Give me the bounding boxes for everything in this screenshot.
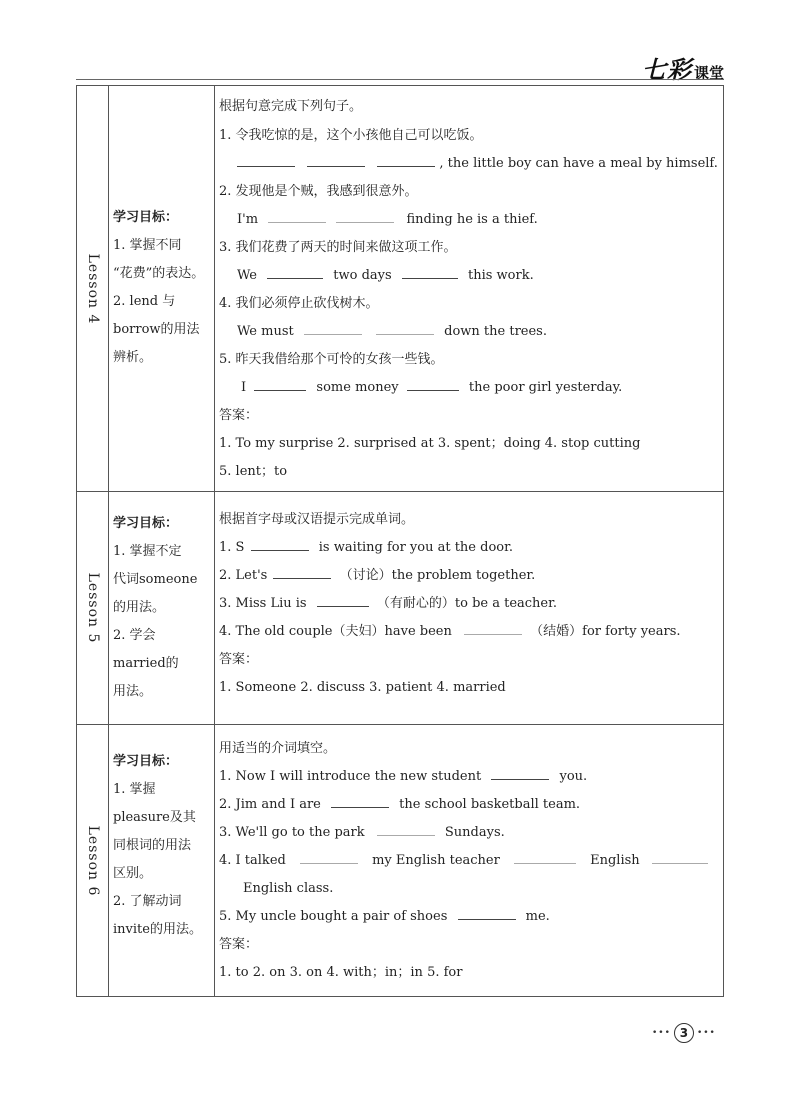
sentence-text: the poor girl yesterday. — [468, 380, 623, 395]
question-4: 4. 我们必须停止砍伐树木。 — [219, 296, 379, 311]
goal-title: 学习目标： — [113, 516, 179, 531]
question-1-answer-line — [237, 154, 718, 174]
answer-label: 答案： — [219, 937, 259, 952]
dots-left: ••• — [652, 1028, 671, 1038]
goal-line: pleasure及其 — [113, 810, 196, 825]
sentence-text: two days — [333, 268, 392, 283]
sentence-text: We — [237, 268, 257, 283]
sentence-text: 4. The old couple（夫妇）have been — [219, 624, 452, 639]
instruction: 根据首字母或汉语提示完成单词。 — [219, 512, 415, 527]
sentence-text: Sundays. — [444, 825, 505, 840]
lesson-4-goal-cell — [109, 86, 215, 491]
lesson-4-row — [77, 86, 723, 492]
goal-line: 区别。 — [113, 866, 153, 881]
lesson-5-label-cell — [77, 492, 109, 724]
sentence-text: , the little boy can have a meal by himself. — [439, 156, 718, 171]
instruction: 根据句意完成下列句子。 — [219, 99, 363, 114]
answer-blank[interactable] — [336, 221, 394, 223]
sentence-text: 3. We'll go to the park — [219, 825, 365, 840]
question-3: 3. 我们花费了两天的时间来做这项工作。 — [219, 240, 457, 255]
goal-line: 代词someone — [113, 572, 198, 587]
sentence-text: （有耐心的）to be a teacher. — [376, 596, 558, 611]
lesson-6-goal-cell — [109, 725, 215, 996]
goal-line: 2. lend 与 — [113, 294, 176, 309]
sentence-text: 3. Miss Liu is — [219, 596, 307, 611]
answer-blank[interactable] — [267, 277, 323, 279]
goal-line: 同根词的用法 — [113, 838, 192, 853]
lesson-6-content — [215, 725, 723, 996]
answer-blank[interactable] — [304, 333, 362, 335]
sentence-text: 4. I talked — [219, 853, 286, 868]
page-number-circle: 3 — [674, 1023, 694, 1043]
answer-blank[interactable] — [331, 806, 389, 808]
dots-right: ••• — [696, 1028, 716, 1038]
goal-line: 1. 掌握 — [113, 782, 156, 797]
sentence-text: is waiting for you at the door. — [318, 540, 514, 555]
answer-blank[interactable] — [376, 333, 434, 335]
answer-blank[interactable] — [300, 862, 358, 864]
answer-blank[interactable] — [273, 577, 331, 579]
question-2: 2. 发现他是个贼，我感到很意外。 — [219, 184, 418, 199]
sentence-text: We must — [237, 324, 294, 339]
sentence-text: this work. — [467, 268, 534, 283]
answer-blank[interactable] — [514, 862, 576, 864]
answer-blank[interactable] — [251, 549, 309, 551]
sentence-text: 2. Jim and I are — [219, 797, 321, 812]
question-5: 5. 昨天我借给那个可怜的女孩一些钱。 — [219, 352, 444, 367]
sentence-text: some money — [316, 380, 399, 395]
goal-title: 学习目标： — [113, 210, 179, 225]
lesson-5-goals — [113, 510, 210, 706]
lesson-5-content — [215, 492, 723, 724]
sentence-text: 1. Now I will introduce the new student — [219, 769, 482, 784]
lesson-table — [76, 85, 724, 997]
question-1-line — [219, 538, 513, 558]
answer-blank[interactable] — [407, 389, 459, 391]
answer-blank[interactable] — [268, 221, 326, 223]
question-1: 1. 令我吃惊的是，这个小孩他自己可以吃饭。 — [219, 128, 483, 143]
question-2-line — [219, 566, 535, 586]
sentence-text: 1. S — [219, 540, 245, 555]
question-3-line — [219, 594, 557, 614]
goal-line: 2. 学会 — [113, 628, 156, 643]
answer-blank[interactable] — [307, 165, 365, 167]
question-4-answer-line — [237, 322, 547, 342]
sentence-text: 5. My uncle bought a pair of shoes — [219, 909, 448, 924]
lesson-4-label: Lesson 4 — [84, 253, 101, 324]
brand-subtitle: 课堂 — [693, 64, 724, 82]
lesson-5-goal-cell — [109, 492, 215, 724]
question-4-line — [219, 622, 681, 642]
sentence-text: （结婚）for forty years. — [530, 624, 681, 639]
question-2-line — [219, 795, 580, 815]
question-3-answer-line — [237, 266, 534, 286]
lesson-6-row — [77, 725, 723, 996]
lesson-6-label: Lesson 6 — [84, 825, 101, 896]
question-4-line — [219, 851, 708, 871]
answer-label: 答案： — [219, 408, 259, 423]
question-3-line — [219, 823, 505, 843]
sentence-text: down the trees. — [444, 324, 547, 339]
sentence-text: my English teacher — [372, 853, 500, 868]
goal-line: 1. 掌握不定 — [113, 544, 182, 559]
goal-line: 辨析。 — [113, 350, 153, 365]
sentence-text: 2. Let's — [219, 568, 268, 583]
answer-blank[interactable] — [237, 165, 295, 167]
question-2-answer-line — [237, 210, 538, 230]
lesson-6-goals — [113, 748, 210, 944]
goal-line: invite的用法。 — [113, 922, 202, 937]
goal-line: married的 — [113, 656, 179, 671]
question-5-line — [219, 907, 550, 927]
sentence-text: finding he is a thief. — [406, 212, 538, 227]
lesson-4-content — [215, 86, 723, 491]
lesson-6-label-cell — [77, 725, 109, 996]
sentence-text: （讨论）the problem together. — [339, 568, 536, 583]
answer-blank[interactable] — [491, 778, 549, 780]
goal-line: 用法。 — [113, 684, 153, 699]
answer-blank[interactable] — [458, 918, 516, 920]
answer-key: 1. Someone 2. discuss 3. patient 4. married — [219, 680, 506, 695]
answer-key: 1. to 2. on 3. on 4. with；in；in 5. for — [219, 965, 463, 980]
sentence-text: English — [590, 853, 640, 868]
goal-line: 2. 了解动词 — [113, 894, 182, 909]
answer-blank[interactable] — [402, 277, 458, 279]
answer-blank[interactable] — [464, 633, 522, 635]
lesson-4-label-cell — [77, 86, 109, 491]
answer-label: 答案： — [219, 652, 259, 667]
question-5-answer-line — [241, 378, 622, 398]
answer-blank[interactable] — [377, 834, 435, 836]
sentence-text: I'm — [237, 212, 259, 227]
instruction: 用适当的介词填空。 — [219, 741, 337, 756]
answer-blank[interactable] — [377, 165, 435, 167]
lesson-5-label: Lesson 5 — [84, 572, 101, 644]
sentence-text: me. — [525, 909, 550, 924]
sentence-text: I — [241, 380, 247, 395]
page-number — [652, 1023, 716, 1043]
goal-line: 的用法。 — [113, 600, 166, 615]
question-4-continued: English class. — [243, 881, 334, 896]
goal-line: “花费”的表达。 — [113, 266, 205, 281]
answer-blank[interactable] — [652, 862, 708, 864]
goal-title: 学习目标： — [113, 754, 179, 769]
brand-logo: 七彩 — [641, 55, 692, 84]
lesson-5-row — [77, 492, 723, 725]
sentence-text: you. — [559, 769, 588, 784]
answer-key: 1. To my surprise 2. surprised at 3. spent；doing 4. stop cutting — [219, 436, 641, 451]
question-1-line — [219, 767, 587, 787]
goal-line: 1. 掌握不同 — [113, 238, 182, 253]
header-rule — [76, 79, 724, 80]
lesson-4-goals — [113, 204, 210, 372]
answer-blank[interactable] — [254, 389, 306, 391]
answer-blank[interactable] — [317, 605, 369, 607]
goal-line: borrow的用法 — [113, 322, 200, 337]
answer-key: 5. lent；to — [219, 464, 288, 479]
sentence-text: the school basketball team. — [399, 797, 581, 812]
